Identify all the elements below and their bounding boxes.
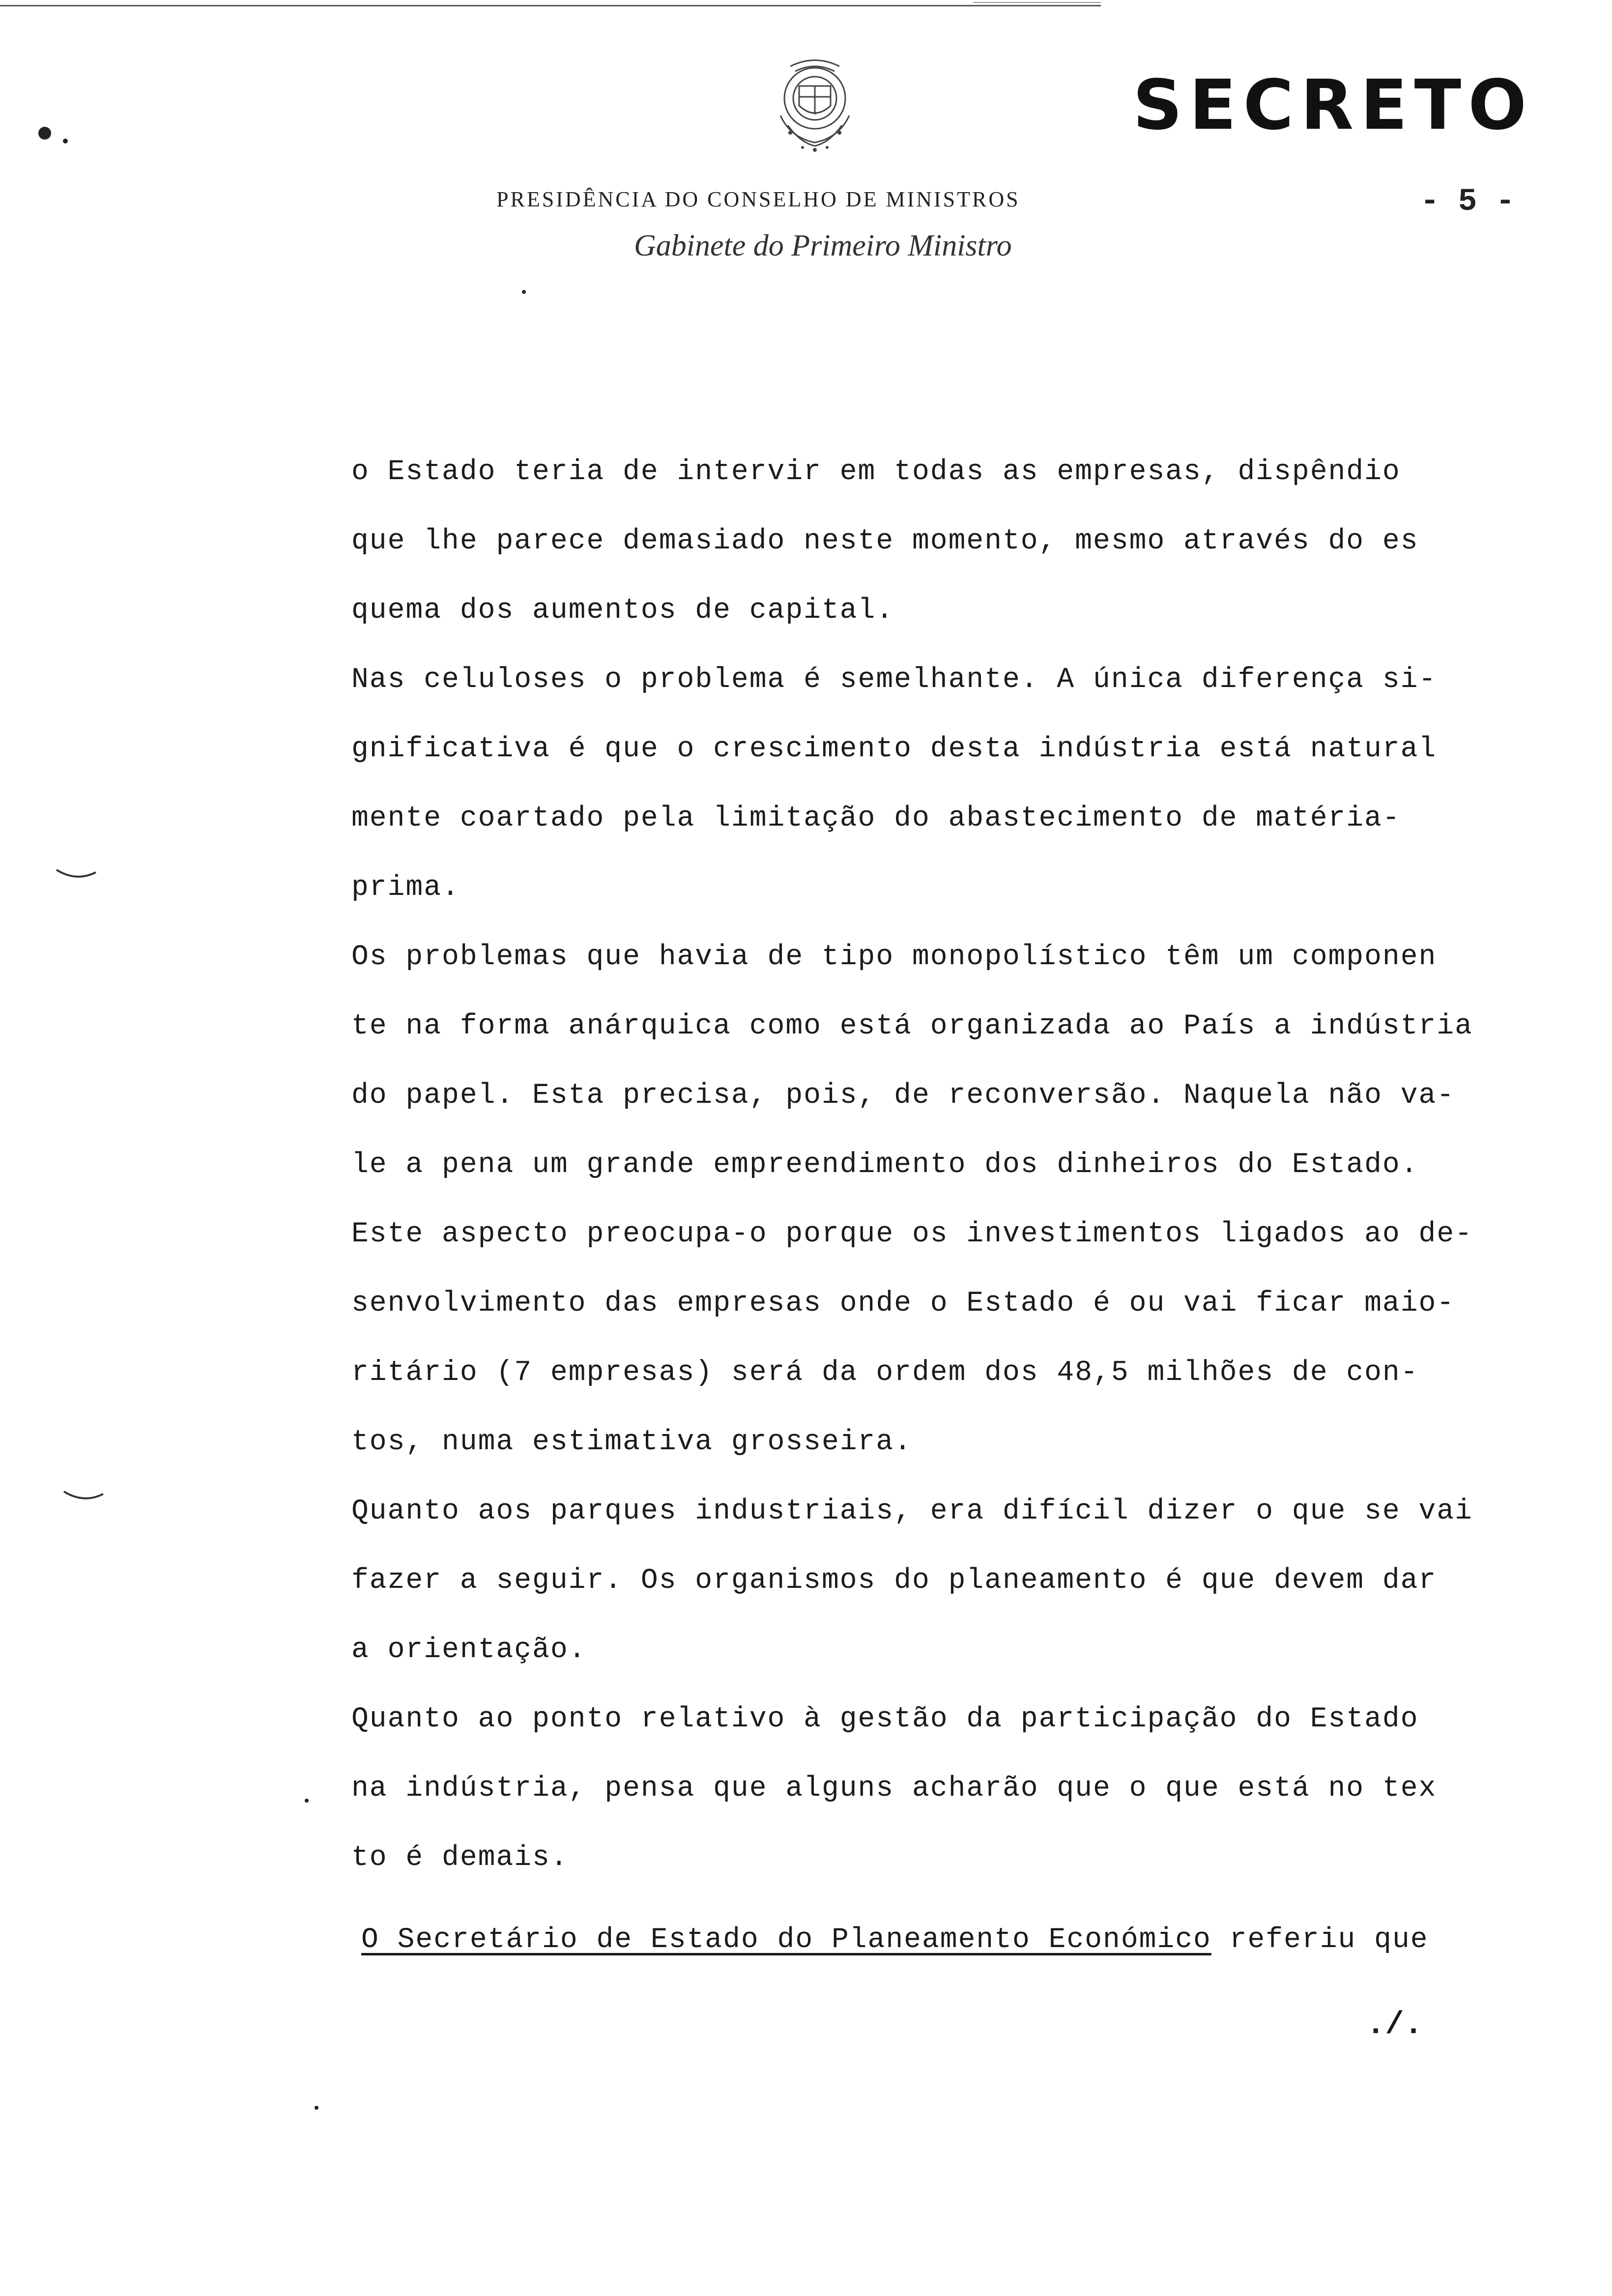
scan-artifact-dot	[315, 2106, 318, 2110]
closing-continuation: referiu que	[1229, 1924, 1429, 1956]
text-line: mente coartado pela limitação do abastecimento de matéria-	[351, 803, 1401, 834]
closing-line	[361, 1924, 1429, 1956]
speaker-name: O Secretário de Estado do Planeamento Económico	[361, 1924, 1211, 1956]
text-line: que lhe parece demasiado neste momento, mesmo através do es	[351, 525, 1419, 557]
top-edge-rule-fragment	[973, 2, 1101, 3]
scan-artifact-dot	[522, 290, 526, 294]
classification-stamp: SECRETO	[1133, 65, 1534, 145]
scan-artifact-dot	[63, 139, 68, 144]
cabinet-subheading: Gabinete do Primeiro Ministro	[634, 229, 1012, 262]
text-line: Nas celuloses o problema é semelhante. A única diferença si-	[351, 664, 1437, 696]
punch-hole-mark-icon	[61, 1489, 106, 1504]
text-line: ritário (7 empresas) será da ordem dos 48,5 milhões de con-	[351, 1357, 1419, 1389]
page-number: - 5 -	[1420, 184, 1515, 220]
text-line: prima.	[351, 872, 460, 904]
punch-hole-mark-icon	[54, 867, 98, 882]
top-edge-rule	[0, 5, 1101, 6]
text-line: Quanto ao ponto relativo à gestão da participação do Estado	[351, 1703, 1419, 1735]
text-line: to é demais.	[351, 1842, 569, 1874]
scan-artifact-dot	[305, 1799, 309, 1803]
text-line: Os problemas que havia de tipo monopolístico têm um componen	[351, 941, 1437, 973]
continuation-mark: ./.	[1366, 2008, 1423, 2043]
text-line: le a pena um grande empreendimento dos dinheiros do Estado.	[351, 1149, 1419, 1181]
text-line: gnificativa é que o crescimento desta indústria está natural	[351, 733, 1437, 765]
text-line: Quanto aos parques industriais, era difícil dizer o que se vai	[351, 1495, 1473, 1527]
text-line: senvolvimento das empresas onde o Estado é ou vai ficar maio-	[351, 1288, 1455, 1320]
office-heading: PRESIDÊNCIA DO CONSELHO DE MINISTROS	[496, 187, 1020, 211]
body-text	[351, 437, 1492, 1893]
text-line: do papel. Esta precisa, pois, de reconversão. Naquela não va-	[351, 1080, 1455, 1112]
text-line: tos, numa estimativa grosseira.	[351, 1426, 912, 1458]
text-line: quema dos aumentos de capital.	[351, 595, 894, 627]
scan-artifact-dot	[38, 127, 51, 140]
text-line: a orientação.	[351, 1634, 587, 1666]
text-line: fazer a seguir. Os organismos do planeamento é que devem dar	[351, 1565, 1437, 1597]
text-line: te na forma anárquica como está organizada ao País a indústria	[351, 1010, 1473, 1042]
text-line: na indústria, pensa que alguns acharão que o que está no tex	[351, 1773, 1437, 1805]
text-line: o Estado teria de intervir em todas as empresas, dispêndio	[351, 456, 1401, 488]
text-line: Este aspecto preocupa-o porque os investimentos ligados ao de-	[351, 1218, 1473, 1250]
coat-of-arms-icon	[761, 52, 869, 160]
